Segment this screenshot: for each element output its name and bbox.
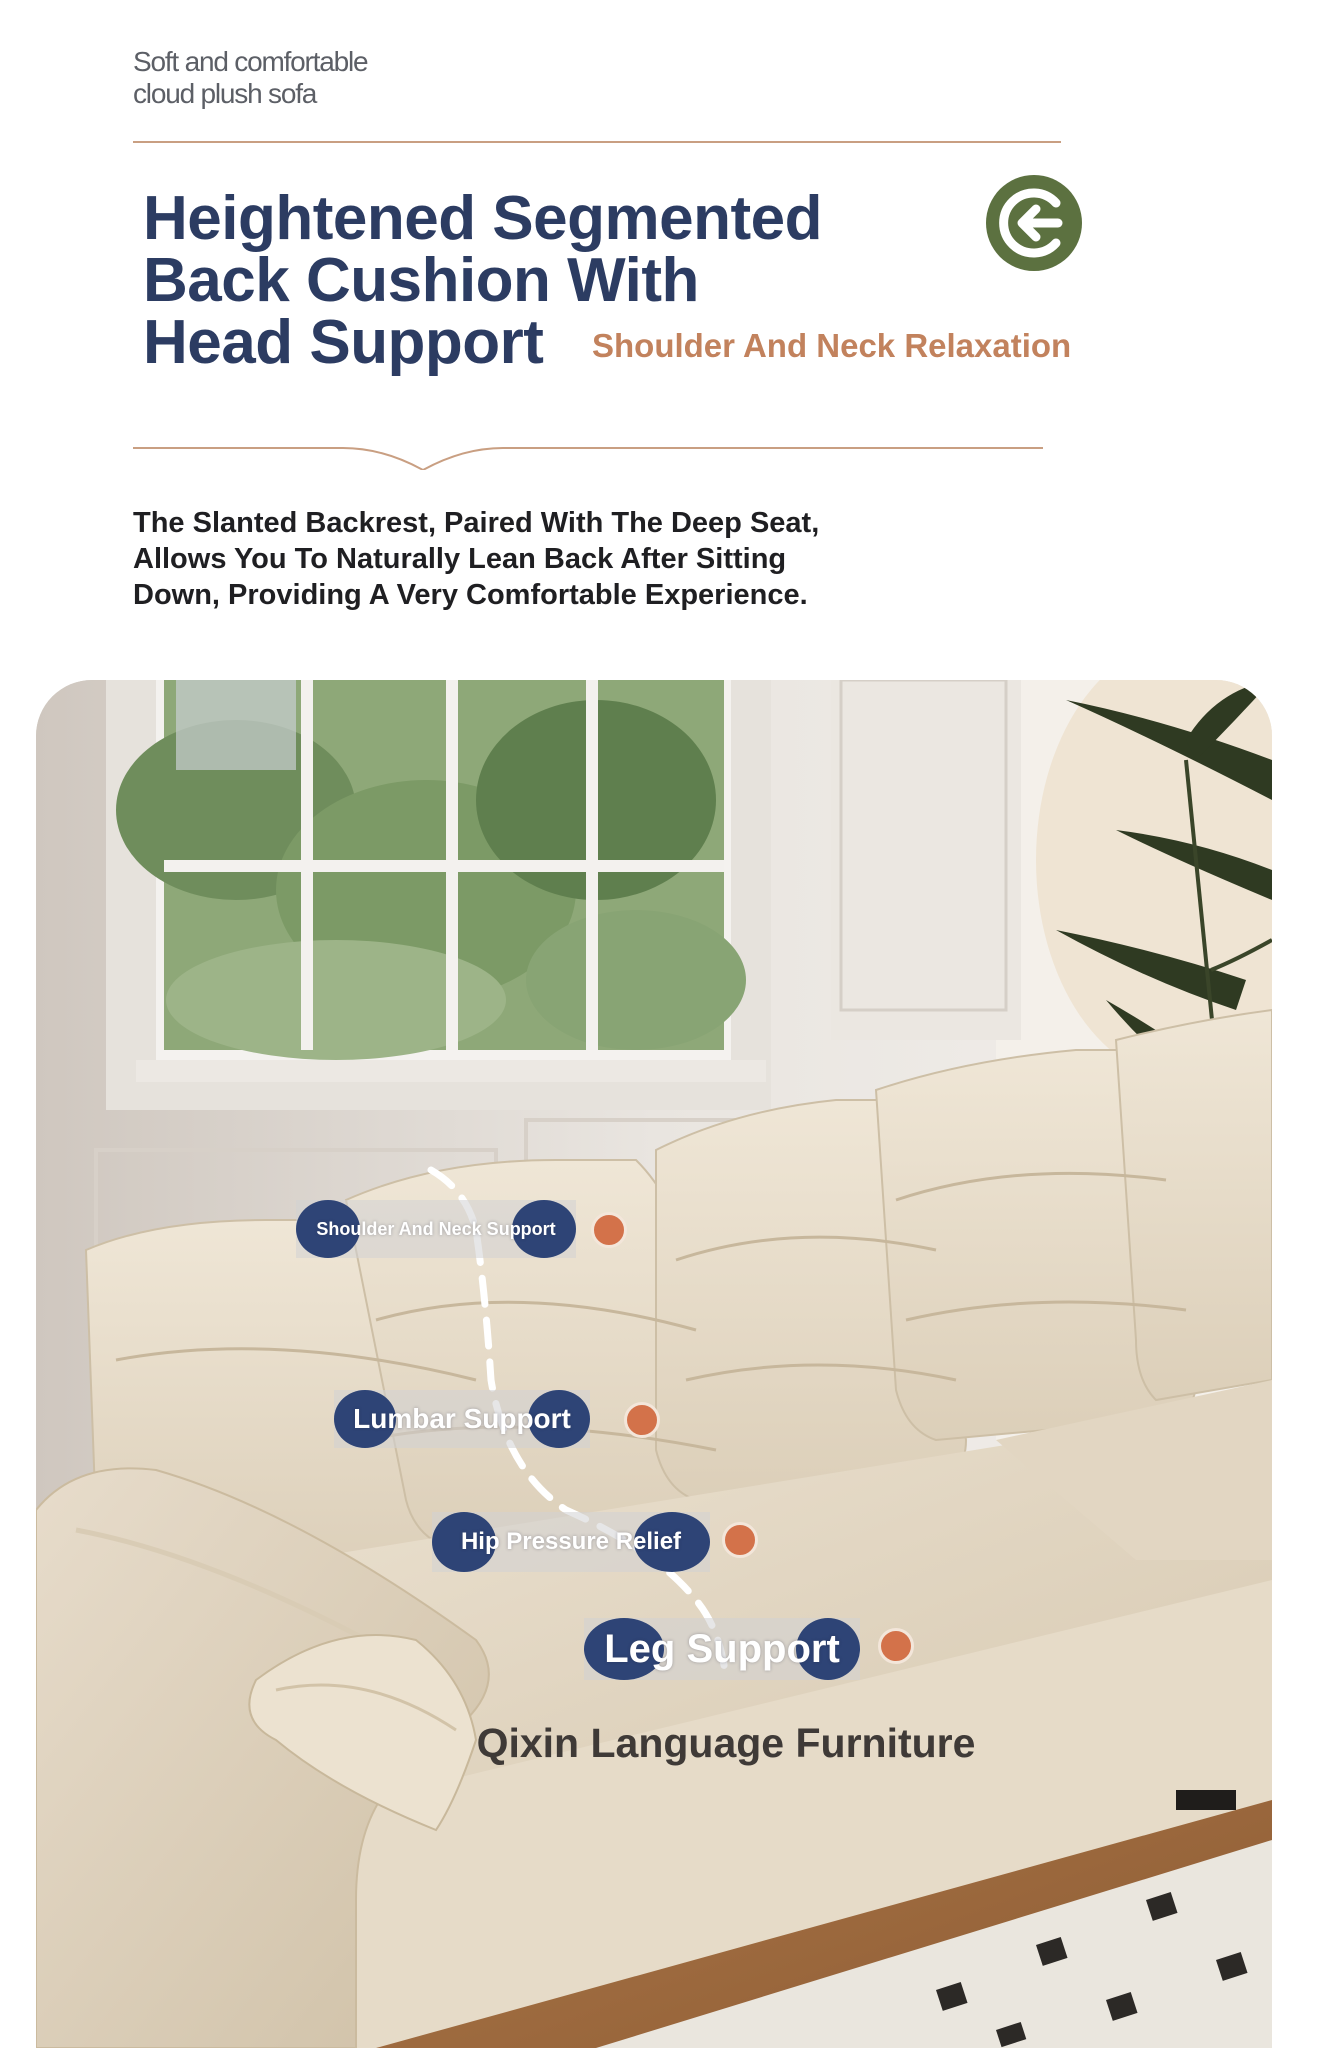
callout-shoulder-neck-marker <box>591 1212 627 1248</box>
callout-shoulder-neck <box>296 1200 576 1258</box>
description-line-3: Down, Providing A Very Comfortable Experience. <box>133 579 808 611</box>
sofa-photo <box>36 680 1272 2048</box>
notched-divider <box>133 430 1043 470</box>
arrow-left-circle-icon <box>986 175 1082 271</box>
headline-subtitle: Shoulder And Neck Relaxation <box>592 327 1072 364</box>
headline-line-1: Heightened Segmented <box>143 184 822 253</box>
tagline <box>133 46 367 110</box>
callout-leg-marker <box>878 1628 914 1664</box>
description-line-1: The Slanted Backrest, Paired With The Deep Seat, <box>133 507 820 539</box>
tagline-line-1: Soft and comfortable <box>133 46 368 77</box>
callout-lumbar <box>334 1390 590 1448</box>
headline-line-2: Back Cushion With <box>143 246 699 315</box>
callout-lumbar-marker <box>624 1402 660 1438</box>
sofa-scene-illustration <box>36 680 1272 2048</box>
brand-watermark: Qixin Language Furniture <box>476 1720 976 1766</box>
callout-leg-label: Leg Support <box>604 1626 840 1671</box>
callout-hip-marker <box>722 1522 758 1558</box>
tagline-line-2: cloud plush sofa <box>133 78 317 109</box>
callout-lumbar-label: Lumbar Support <box>353 1403 571 1434</box>
description-line-2: Allows You To Naturally Lean Back After Sitting <box>133 543 787 575</box>
callout-shoulder-neck-label: Shoulder And Neck Support <box>316 1218 556 1239</box>
callout-hip <box>432 1512 710 1572</box>
top-divider <box>133 141 1061 143</box>
callout-hip-label: Hip Pressure Relief <box>460 1528 682 1555</box>
description <box>133 505 819 613</box>
callout-leg <box>584 1618 860 1680</box>
headline-line-3: Head Support <box>143 308 544 377</box>
